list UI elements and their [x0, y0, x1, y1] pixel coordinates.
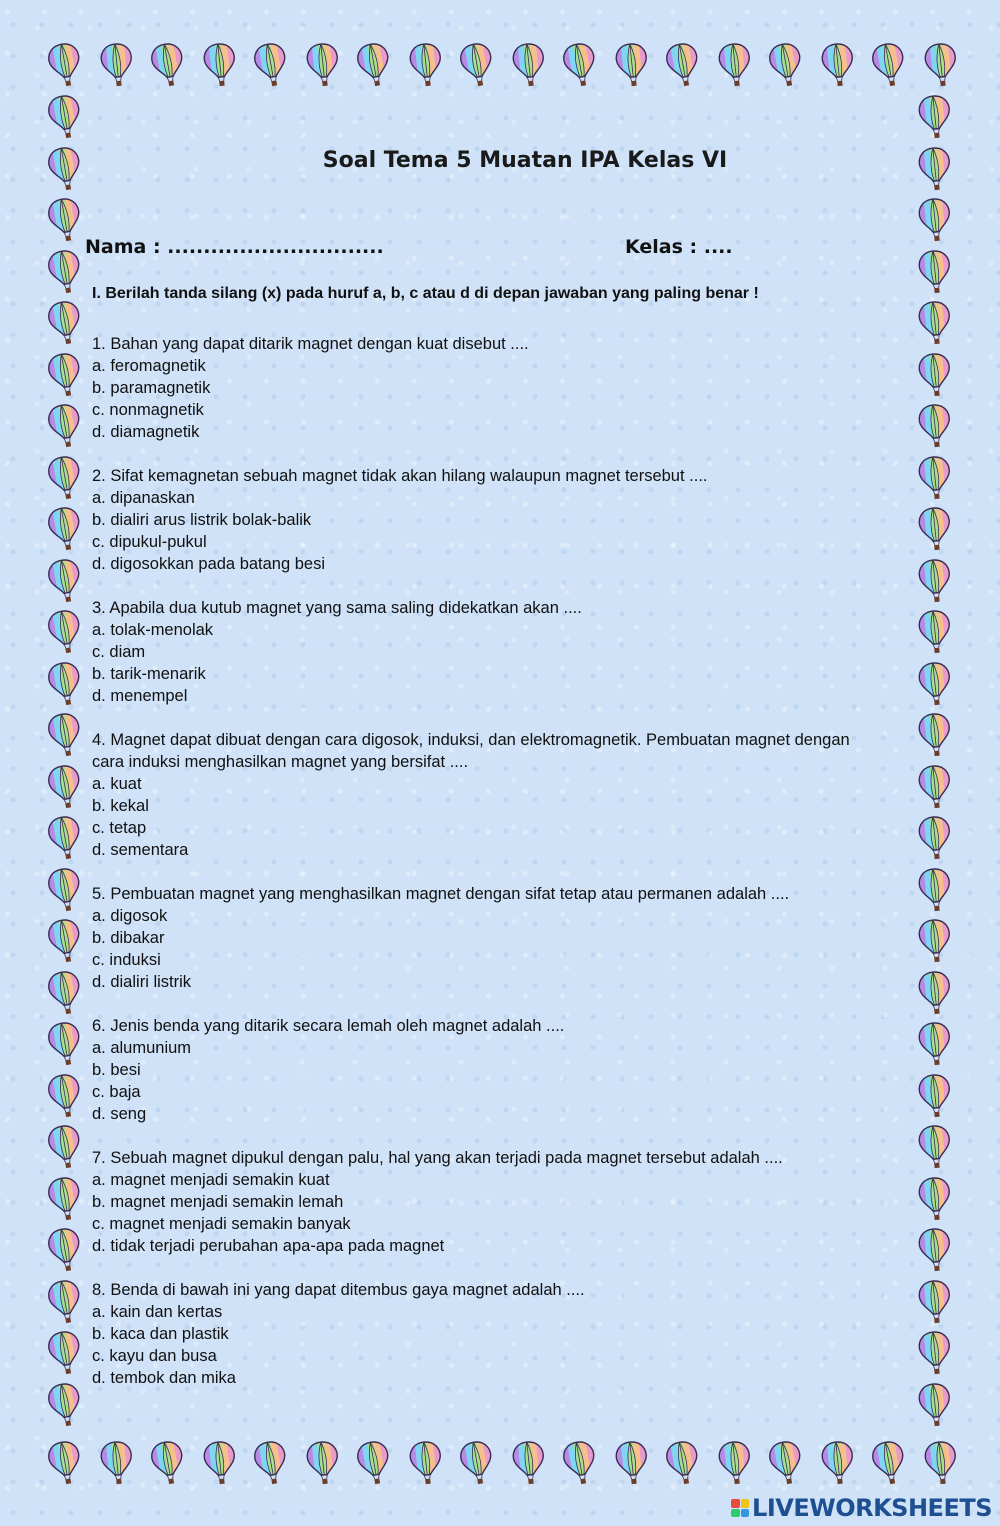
hot-air-balloon-icon: [151, 42, 185, 88]
hot-air-balloon-icon: [48, 197, 82, 243]
answer-option[interactable]: a. dipanaskan: [92, 489, 195, 507]
hot-air-balloon-icon: [48, 1176, 82, 1222]
logo-square: [741, 1509, 750, 1518]
question-item: [92, 883, 872, 993]
hot-air-balloon-icon: [718, 42, 752, 88]
answer-option[interactable]: a. magnet menjadi semakin kuat: [92, 1171, 330, 1189]
question-text: 7. Sebuah magnet dipukul dengan palu, hal yang akan terjadi pada magnet tersebut adalah ....: [92, 1149, 783, 1167]
hot-air-balloon-icon: [48, 661, 82, 707]
answer-option[interactable]: c. magnet menjadi semakin banyak: [92, 1215, 351, 1233]
hot-air-balloon-icon: [306, 42, 340, 88]
answer-option[interactable]: c. dipukul-pukul: [92, 533, 207, 551]
answer-option[interactable]: b. kaca dan plastik: [92, 1325, 229, 1343]
answer-option[interactable]: c. induksi: [92, 951, 161, 969]
hot-air-balloon-icon: [769, 1440, 803, 1486]
answer-option[interactable]: c. kayu dan busa: [92, 1347, 217, 1365]
question-item: [92, 333, 872, 443]
answer-option[interactable]: d. seng: [92, 1105, 147, 1123]
answer-option[interactable]: c. diam: [92, 643, 146, 661]
answer-option[interactable]: d. menempel: [92, 687, 188, 705]
hot-air-balloon-icon: [918, 94, 952, 140]
hot-air-balloon-icon: [48, 764, 82, 810]
hot-air-balloon-icon: [254, 1440, 288, 1486]
answer-option[interactable]: b. magnet menjadi semakin lemah: [92, 1193, 344, 1211]
question-item: [92, 1015, 872, 1125]
answer-option[interactable]: a. kuat: [92, 775, 142, 793]
liveworksheets-logo-icon: [731, 1499, 749, 1517]
question-item: [92, 1279, 872, 1389]
logo-square: [731, 1509, 740, 1518]
answer-option[interactable]: c. tetap: [92, 819, 147, 837]
hot-air-balloon-icon: [918, 764, 952, 810]
hot-air-balloon-icon: [918, 197, 952, 243]
hot-air-balloon-icon: [254, 42, 288, 88]
hot-air-balloon-icon: [872, 1440, 906, 1486]
hot-air-balloon-icon: [203, 42, 237, 88]
hot-air-balloon-icon: [48, 1124, 82, 1170]
question-text: 1. Bahan yang dapat ditarik magnet dengan kuat disebut ....: [92, 335, 529, 353]
hot-air-balloon-icon: [460, 42, 494, 88]
instruction-text: I. Berilah tanda silang (x) pada huruf a, b, c atau d di depan jawaban yang paling benar !: [92, 285, 759, 302]
answer-option[interactable]: b. dibakar: [92, 929, 165, 947]
hot-air-balloon-icon: [918, 558, 952, 604]
hot-air-balloon-icon: [821, 1440, 855, 1486]
question-text: 3. Apabila dua kutub magnet yang sama saling didekatkan akan ....: [92, 599, 582, 617]
hot-air-balloon-icon: [918, 1330, 952, 1376]
hot-air-balloon-icon: [821, 42, 855, 88]
answer-option[interactable]: b. dialiri arus listrik bolak-balik: [92, 511, 312, 529]
hot-air-balloon-icon: [48, 1227, 82, 1273]
question-list: [92, 333, 872, 1411]
answer-option[interactable]: b. tarik-menarik: [92, 665, 206, 683]
hot-air-balloon-icon: [512, 1440, 546, 1486]
liveworksheets-brand[interactable]: [731, 1494, 992, 1522]
hot-air-balloon-icon: [615, 42, 649, 88]
hot-air-balloon-icon: [918, 249, 952, 295]
hot-air-balloon-icon: [48, 300, 82, 346]
hot-air-balloon-icon: [918, 1176, 952, 1222]
hot-air-balloon-icon: [918, 1382, 952, 1428]
hot-air-balloon-icon: [48, 1330, 82, 1376]
answer-option[interactable]: d. sementara: [92, 841, 189, 859]
answer-option[interactable]: d. tembok dan mika: [92, 1369, 236, 1387]
question-text: 2. Sifat kemagnetan sebuah magnet tidak akan hilang walaupun magnet tersebut ....: [92, 467, 708, 485]
hot-air-balloon-icon: [769, 42, 803, 88]
class-field-label: Kelas : ....: [625, 236, 733, 258]
hot-air-balloon-icon: [151, 1440, 185, 1486]
hot-air-balloon-icon: [460, 1440, 494, 1486]
hot-air-balloon-icon: [357, 42, 391, 88]
hot-air-balloon-icon: [872, 42, 906, 88]
hot-air-balloon-icon: [918, 1279, 952, 1325]
hot-air-balloon-icon: [357, 1440, 391, 1486]
answer-option[interactable]: b. besi: [92, 1061, 141, 1079]
hot-air-balloon-icon: [48, 352, 82, 398]
hot-air-balloon-icon: [203, 1440, 237, 1486]
hot-air-balloon-icon: [48, 1073, 82, 1119]
question-item: [92, 465, 872, 575]
hot-air-balloon-icon: [918, 455, 952, 501]
hot-air-balloon-icon: [48, 1382, 82, 1428]
hot-air-balloon-icon: [918, 970, 952, 1016]
answer-option[interactable]: a. digosok: [92, 907, 168, 925]
hot-air-balloon-icon: [918, 712, 952, 758]
hot-air-balloon-icon: [48, 1440, 82, 1486]
hot-air-balloon-icon: [409, 42, 443, 88]
answer-option[interactable]: a. tolak-menolak: [92, 621, 214, 639]
question-item: [92, 729, 872, 861]
hot-air-balloon-icon: [409, 1440, 443, 1486]
hot-air-balloon-icon: [918, 1021, 952, 1067]
answer-option[interactable]: d. diamagnetik: [92, 423, 200, 441]
answer-option[interactable]: d. tidak terjadi perubahan apa-apa pada magnet: [92, 1237, 445, 1255]
hot-air-balloon-icon: [100, 1440, 134, 1486]
answer-option[interactable]: d. digosokkan pada batang besi: [92, 555, 326, 573]
hot-air-balloon-icon: [918, 661, 952, 707]
hot-air-balloon-icon: [48, 455, 82, 501]
question-text: 5. Pembuatan magnet yang menghasilkan magnet dengan sifat tetap atau permanen adalah ....: [92, 885, 790, 903]
hot-air-balloon-icon: [48, 42, 82, 88]
question-text: 6. Jenis benda yang ditarik secara lemah oleh magnet adalah ....: [92, 1017, 565, 1035]
question-text: 4. Magnet dapat dibuat dengan cara digosok, induksi, dan elektromagnetik. Pembuatan magnet dengan cara induksi menghasilkan magnet yang bersifat ....: [92, 731, 850, 771]
logo-square: [731, 1499, 740, 1508]
hot-air-balloon-icon: [48, 970, 82, 1016]
hot-air-balloon-icon: [48, 712, 82, 758]
hot-air-balloon-icon: [918, 506, 952, 552]
hot-air-balloon-icon: [918, 1073, 952, 1119]
name-field-label: Nama : ..............................: [85, 236, 384, 258]
answer-option[interactable]: d. dialiri listrik: [92, 973, 192, 991]
answer-option[interactable]: c. nonmagnetik: [92, 401, 204, 419]
answer-option[interactable]: b. paramagnetik: [92, 379, 211, 397]
answer-option[interactable]: a. kain dan kertas: [92, 1303, 223, 1321]
logo-square: [741, 1499, 750, 1508]
hot-air-balloon-icon: [918, 352, 952, 398]
hot-air-balloon-icon: [918, 1227, 952, 1273]
worksheet-title: Soal Tema 5 Muatan IPA Kelas VI: [322, 148, 728, 173]
hot-air-balloon-icon: [48, 867, 82, 913]
hot-air-balloon-icon: [918, 300, 952, 346]
hot-air-balloon-icon: [306, 1440, 340, 1486]
hot-air-balloon-icon: [918, 815, 952, 861]
hot-air-balloon-icon: [918, 1124, 952, 1170]
hot-air-balloon-icon: [718, 1440, 752, 1486]
hot-air-balloon-icon: [918, 609, 952, 655]
brand-text: LIVEWORKSHEETS: [752, 1494, 992, 1522]
hot-air-balloon-icon: [48, 1279, 82, 1325]
hot-air-balloon-icon: [48, 506, 82, 552]
answer-option[interactable]: c. baja: [92, 1083, 141, 1101]
question-text: 8. Benda di bawah ini yang dapat ditembus gaya magnet adalah ....: [92, 1281, 585, 1299]
hot-air-balloon-icon: [615, 1440, 649, 1486]
hot-air-balloon-icon: [48, 609, 82, 655]
answer-option[interactable]: a. alumunium: [92, 1039, 192, 1057]
hot-air-balloon-icon: [48, 558, 82, 604]
hot-air-balloon-icon: [48, 94, 82, 140]
hot-air-balloon-icon: [918, 918, 952, 964]
hot-air-balloon-icon: [563, 42, 597, 88]
hot-air-balloon-icon: [100, 42, 134, 88]
hot-air-balloon-icon: [512, 42, 546, 88]
question-item: [92, 1147, 872, 1257]
hot-air-balloon-icon: [48, 1021, 82, 1067]
hot-air-balloon-icon: [924, 42, 958, 88]
hot-air-balloon-icon: [563, 1440, 597, 1486]
answer-option[interactable]: a. feromagnetik: [92, 357, 206, 375]
hot-air-balloon-icon: [666, 1440, 700, 1486]
answer-option[interactable]: b. kekal: [92, 797, 149, 815]
hot-air-balloon-icon: [924, 1440, 958, 1486]
question-item: [92, 597, 872, 707]
hot-air-balloon-icon: [48, 815, 82, 861]
hot-air-balloon-icon: [918, 403, 952, 449]
hot-air-balloon-icon: [48, 249, 82, 295]
hot-air-balloon-icon: [666, 42, 700, 88]
hot-air-balloon-icon: [48, 403, 82, 449]
hot-air-balloon-icon: [918, 867, 952, 913]
hot-air-balloon-icon: [48, 918, 82, 964]
